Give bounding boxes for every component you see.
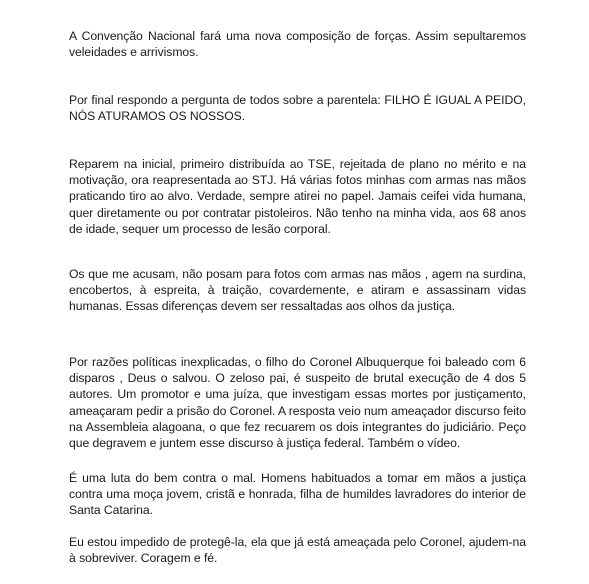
paragraph-convencao: A Convenção Nacional fará uma nova composição de forças. Assim sepultaremos veleidades e arrivismos.	[69, 29, 526, 60]
paragraph-protecao: Eu estou impedido de protegê-la, ela que já está ameaçada pelo Coronel, ajudem-na à sobreviver. Coragem e fé.	[69, 535, 526, 566]
paragraph-acusadores: Os que me acusam, não posam para fotos com armas nas mãos , agem na surdina, encobertos, à espreita, à traição, covardemente, e atiram e assassinam vidas humanas. Essas diferenças devem ser ressaltadas aos olhos da justiça.	[69, 267, 526, 314]
paragraph-luta: É uma luta do bem contra o mal. Homens habituados a tomar em mãos a justiça contra uma moça jovem, cristã e honrada, filha de humildes lavradores do interior de Santa Catarina.	[69, 471, 526, 518]
paragraph-razoes-politicas: Por razões políticas inexplicadas, o filho do Coronel Albuquerque foi baleado com 6 disparos , Deus o salvou. O zeloso pai, é suspeito de brutal execução de 4 dos 5 autores. Um promotor e uma juíza, que investigam essas mortes por justiçamento, ameaçaram pedir a prisão do Coronel. A resposta veio num ameaçador discurso feito na Assembleia alagoana, o que fez recuarem os dois integrantes do judiciário. Peço que degravem e juntem esse discurso à justiça federal. Também o vídeo.	[69, 355, 526, 451]
paragraph-parentela: Por final respondo a pergunta de todos sobre a parentela: FILHO É IGUAL A PEIDO, NÓS ATURAMOS OS NOSSOS.	[69, 93, 526, 124]
paragraph-inicial: Reparem na inicial, primeiro distribuída ao TSE, rejeitada de plano no mérito e na motivação, ora reapresentada ao STJ. Há várias fotos minhas com armas nas mãos praticando tiro ao alvo. Verdade, sempre atirei no papel. Jamais ceifei vida humana, quer diretamente ou por contratar pistoleiros. Não tenho na minha vida, aos 68 anos de idade, sequer um processo de lesão corporal.	[69, 157, 526, 236]
